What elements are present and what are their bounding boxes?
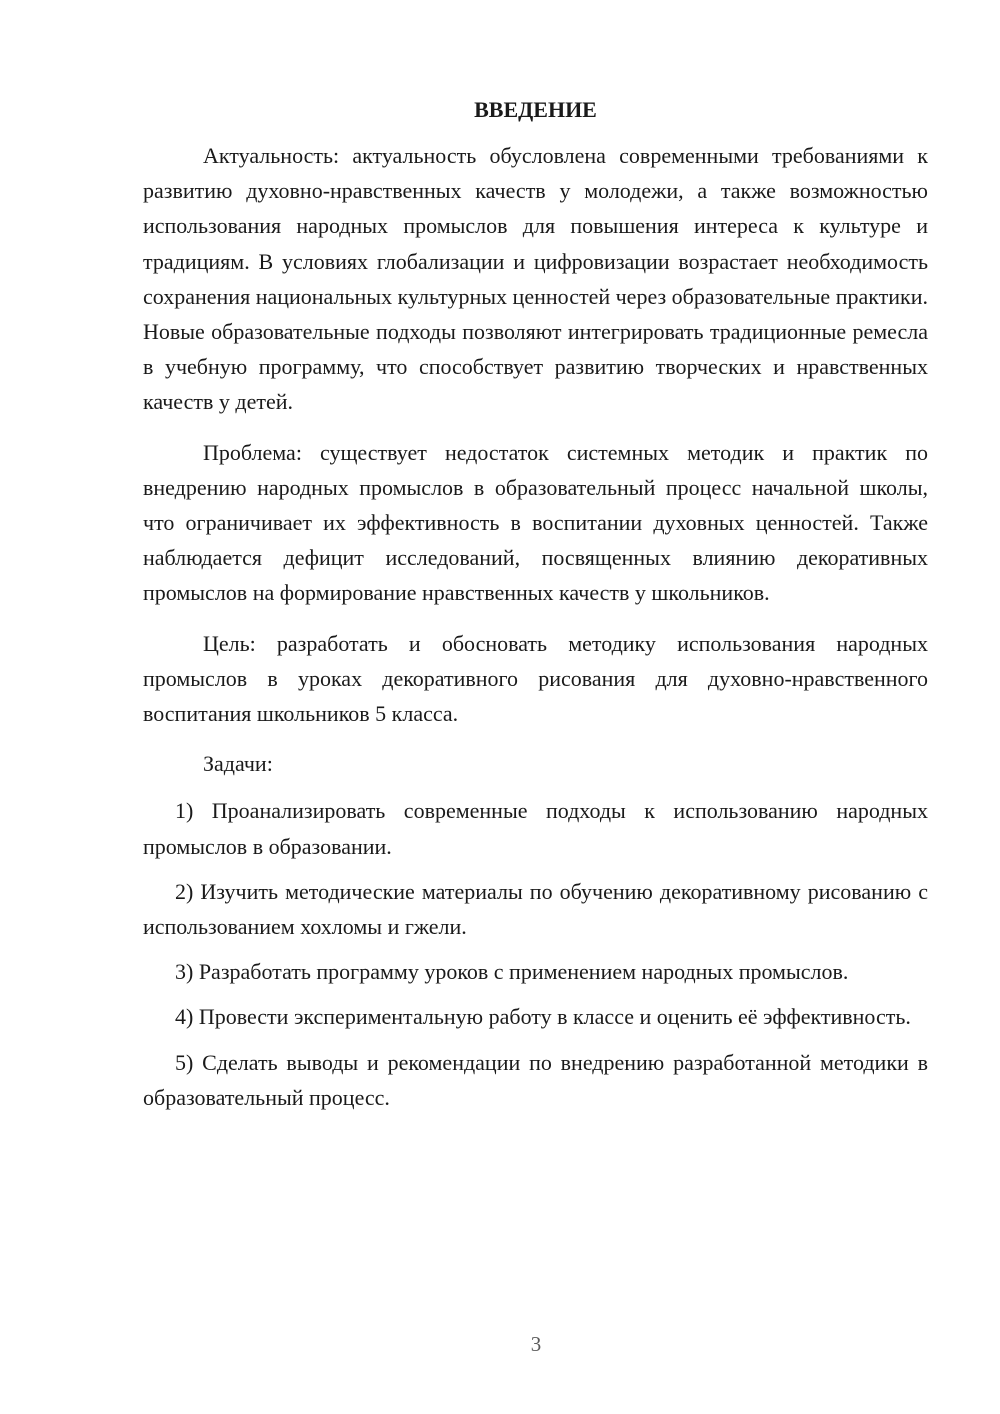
tasks-list	[143, 793, 928, 1115]
relevance-paragraph: Актуальность: актуальность обусловлена современными требованиями к развитию духовно-нравственных качеств у молодежи, а также возможностью использования народных промыслов для повышения интереса к культуре и традициям. В условиях глобализации и цифровизации возрастает необходимость сохранения национальных культурных ценностей через образовательные практики. Новые образовательные подходы позволяют интегрировать традиционные ремесла в учебную программу, что способствует развитию творческих и нравственных качеств у детей.	[143, 143, 928, 415]
task-item: 4) Провести экспериментальную работу в классе и оценить её эффективность.	[175, 1004, 911, 1030]
tasks-heading: Задачи:	[203, 751, 273, 777]
task-item: 5) Сделать выводы и рекомендации по внедрению разработанной методики в образовательный процесс.	[143, 1049, 928, 1110]
page-title: ВВЕДЕНИЕ	[474, 97, 597, 122]
task-item: 2) Изучить методические материалы по обучению декоративному рисованию с использованием хохломы и гжели.	[143, 878, 928, 940]
problem-paragraph: Проблема: существует недостаток системных методик и практик по внедрению народных промыслов в образовательный процесс начальной школы, что ограничивает их эффективность в воспитании духовных ценностей. Также наблюдается дефицит исследований, посвященных влиянию декоративных промыслов на формирование нравственных качеств у школьников.	[143, 439, 928, 606]
page-number: 3	[530, 1332, 542, 1356]
goal-paragraph: Цель: разработать и обосновать методику использования народных промыслов в уроках декоративного рисования для духовно-нравственного воспитания школьников 5 класса.	[143, 630, 928, 727]
task-item: 3) Разработать программу уроков с применением народных промыслов.	[175, 959, 849, 985]
task-item: 1) Проанализировать современные подходы к использованию народных промыслов в образовании.	[143, 798, 928, 859]
page-content	[143, 95, 928, 1125]
